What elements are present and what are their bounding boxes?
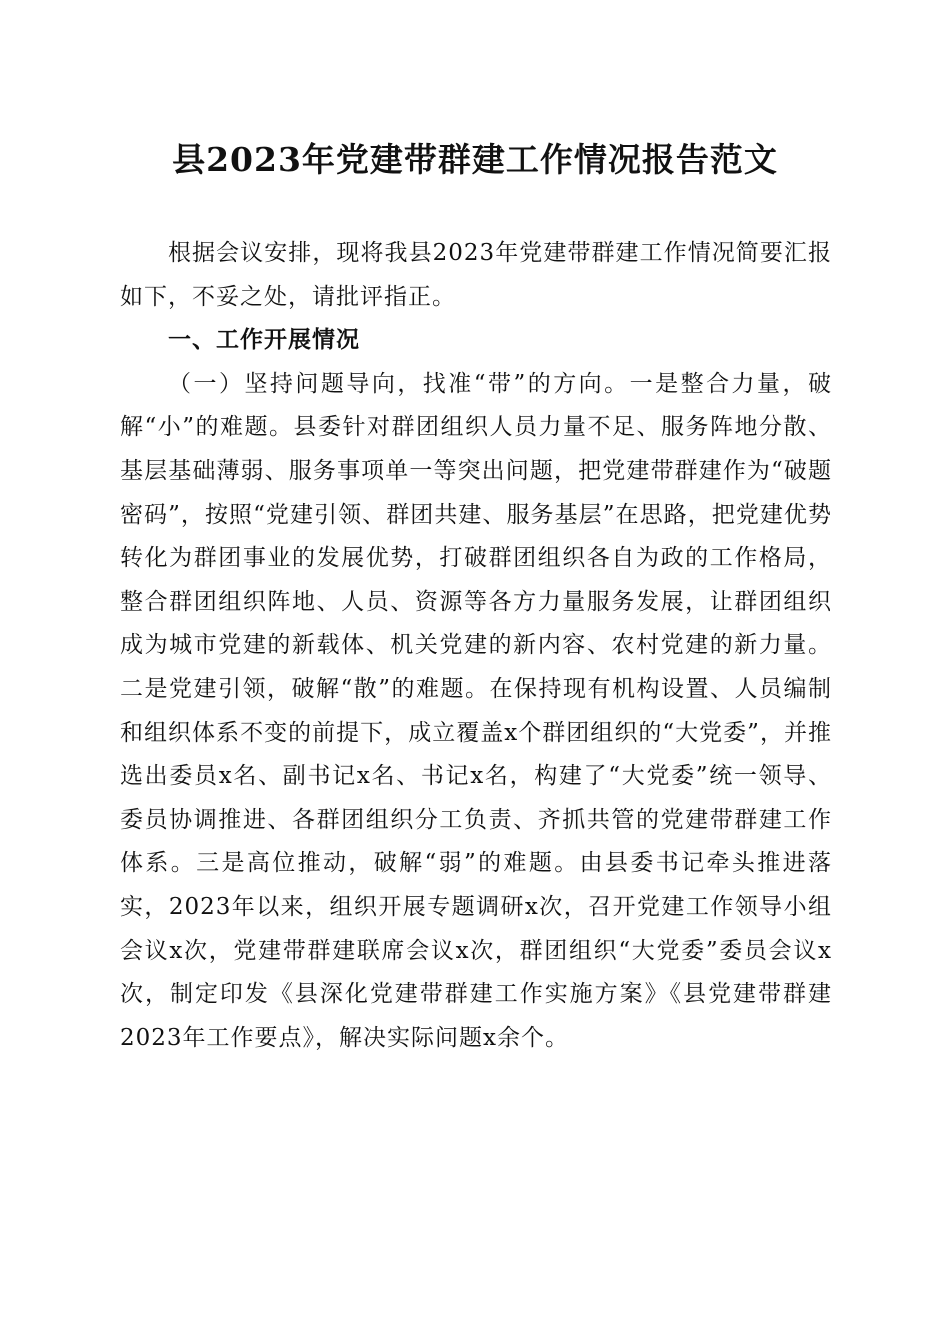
body-paragraph: （一）坚持问题导向，找准“带”的方向。一是整合力量，破解“小”的难题。县委针对群团组织人员力量不足、服务阵地分散、基层基础薄弱、服务事项单一等突出问题，把党建带群建作为“破题密码”，按照“党建引领、群团共建、服务基层”在思路，把党建优势转化为群团事业的发展优势，打破群团组织各自为政的工作格局，整合群团组织阵地、人员、资源等各方力量服务发展，让群团组织成为城市党建的新载体、机关党建的新内容、农村党建的新力量。二是党建引领，破解“散”的难题。在保持现有机构设置、人员编制和组织体系不变的前提下，成立覆盖x个群团组织的“大党委”，并推选出委员x名、副书记x名、书记x名，构建了“大党委”统一领导、委员协调推进、各群团组织分工负责、齐抓共管的党建带群建工作体系。三是高位推动，破解“弱”的难题。由县委书记牵头推进落实，2023年以来，组织开展专题调研x次，召开党建工作领导小组会议x次，党建带群建联席会议x次，群团组织“大党委”委员会议x次，制定印发《县深化党建带群建工作实施方案》《县党建带群建2023年工作要点》，解决实际问题x余个。 — [120, 370, 832, 1051]
section-heading: 一、工作开展情况 — [168, 327, 360, 354]
document-title: 县2023年党建带群建工作情况报告范文 — [172, 140, 778, 179]
intro-paragraph: 根据会议安排，现将我县2023年党建带群建工作情况简要汇报如下，不妥之处，请批评指正。 — [120, 240, 832, 310]
document-body — [120, 232, 832, 1060]
